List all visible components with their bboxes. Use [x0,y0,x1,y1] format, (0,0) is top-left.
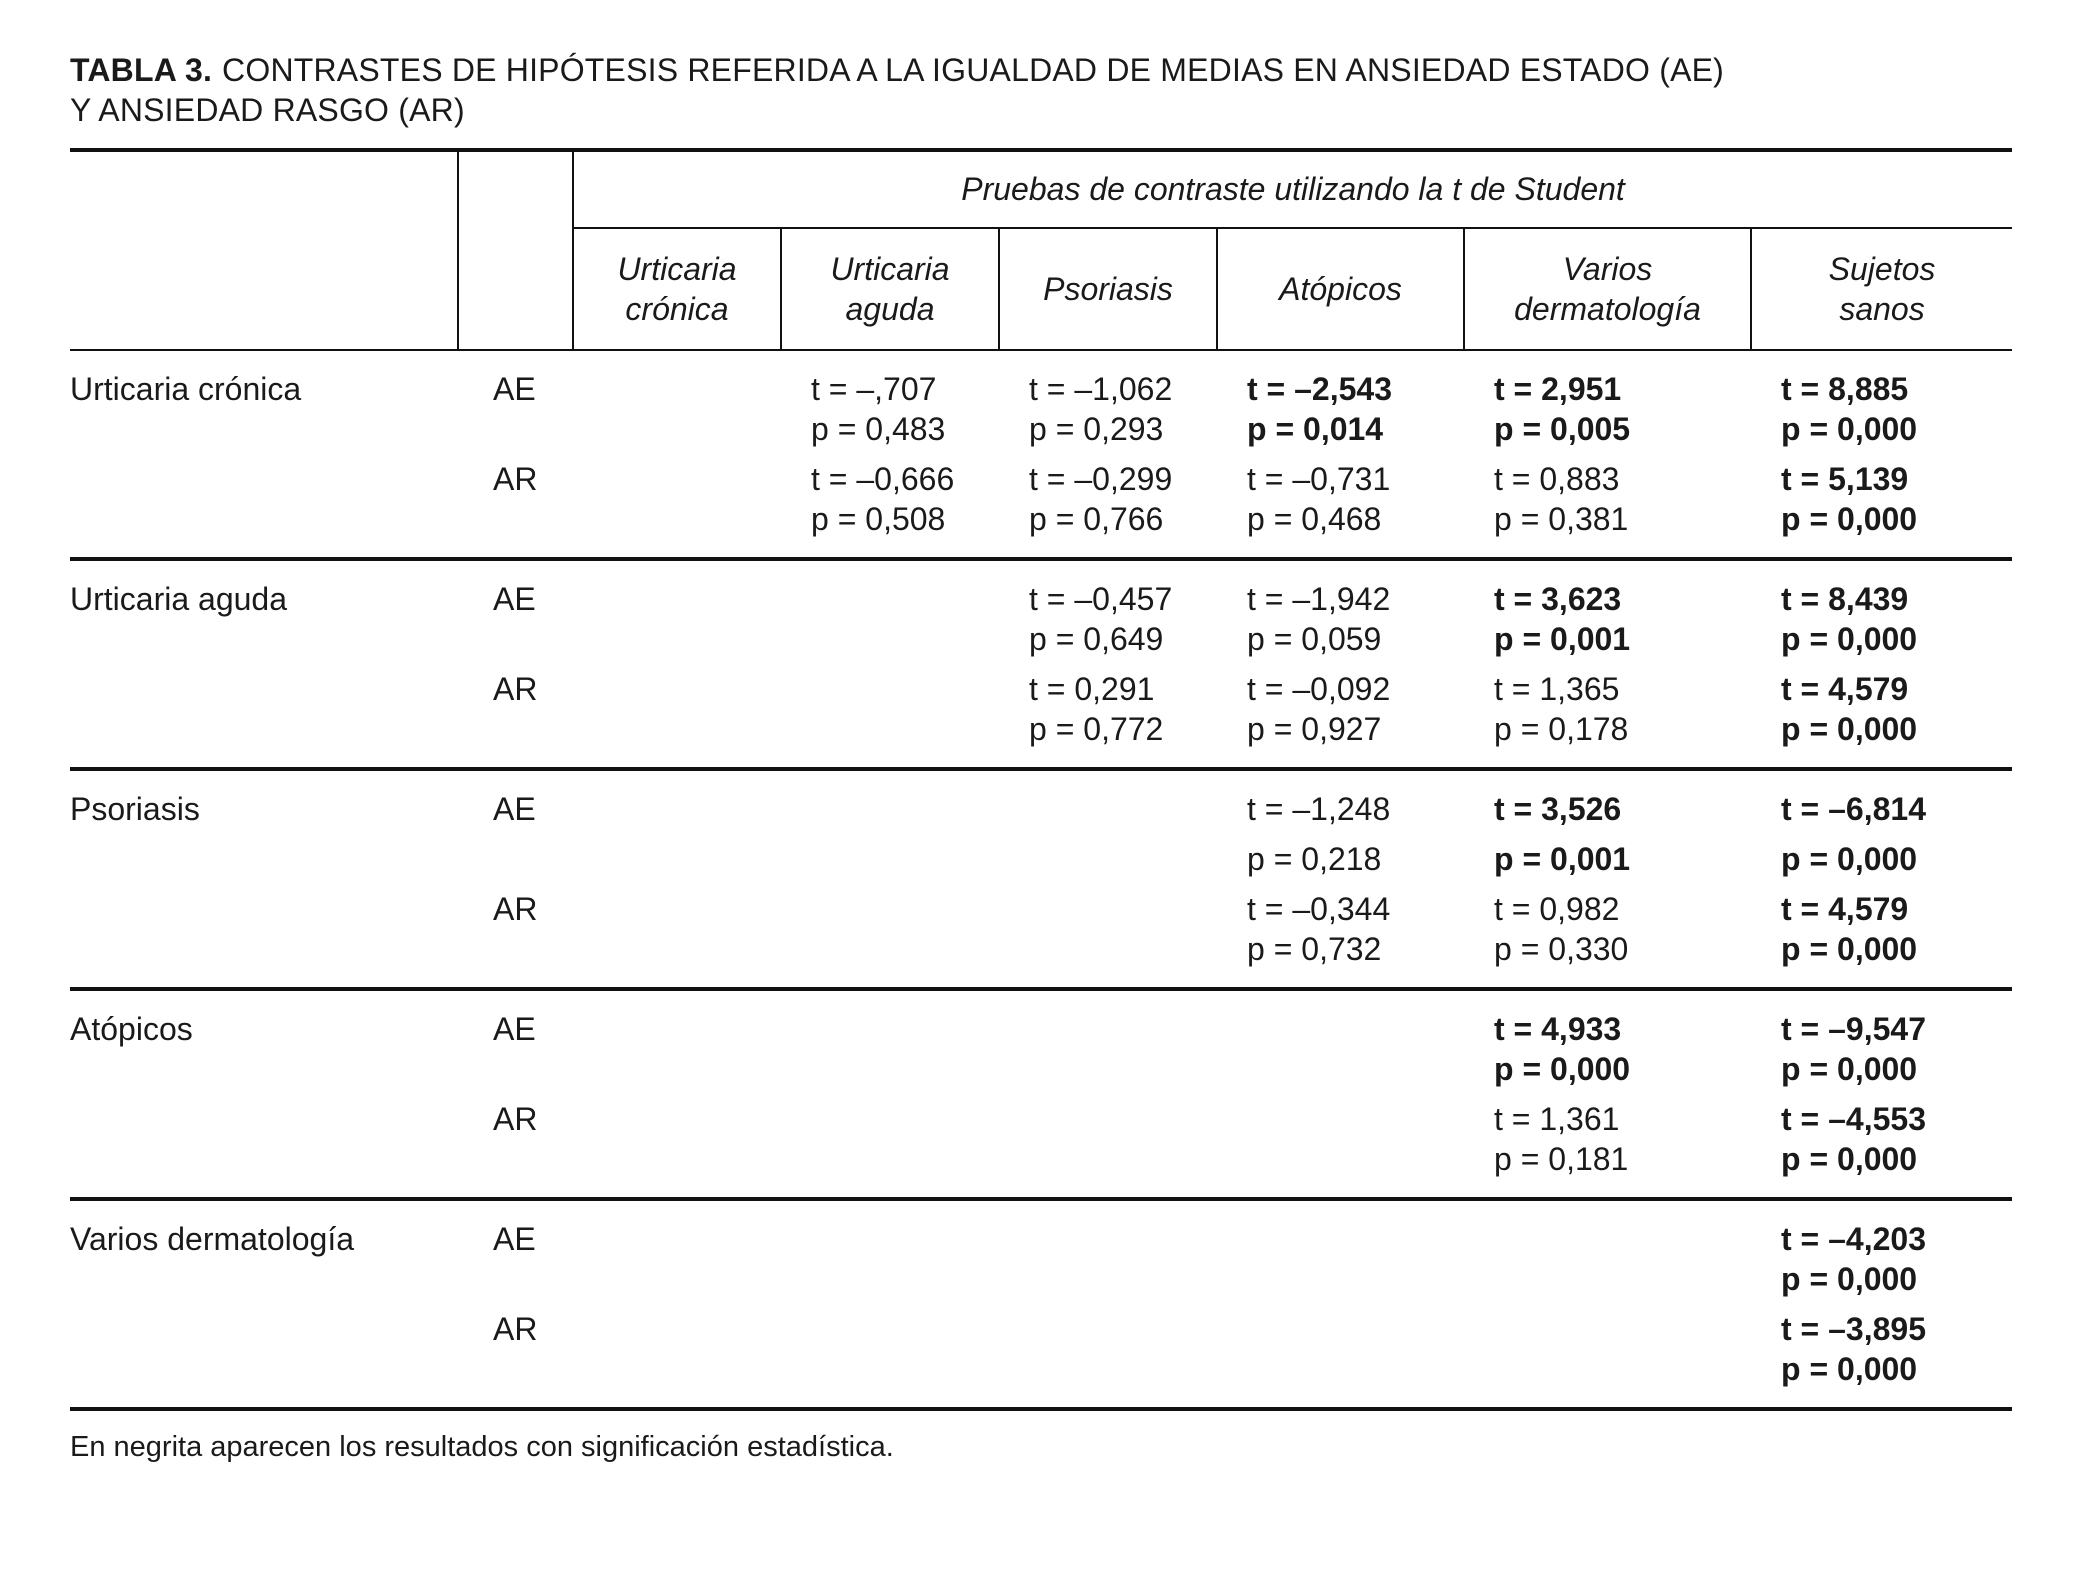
stat-cell [999,989,1217,1089]
row-group-label: Psoriasis [70,791,200,827]
stat-cell [1464,829,1751,879]
header-blank-measure [458,150,573,350]
stat-p-value: p = 0,000 [1781,411,1918,447]
stat-cell [999,449,1217,559]
table-body [70,350,2012,1409]
stat-p-value: p = 0,508 [811,501,946,537]
results-table [70,148,2012,1411]
stat-p-value: p = 0,001 [1494,621,1631,657]
stat-cell [999,1299,1217,1409]
stat-p-value: p = 0,000 [1781,711,1918,747]
stat-t-value: t = –0,666 [811,461,955,497]
column-header-line: Atópicos [1279,271,1402,307]
caption-tag: TABLA 3. [70,52,213,88]
stat-cell [573,989,781,1089]
stat-cell [1751,659,2012,769]
stat-p-value: p = 0,468 [1247,501,1382,537]
row-group-label: Urticaria crónica [70,371,302,407]
stat-p-value: p = 0,014 [1247,411,1384,447]
stat-t-value: t = 8,885 [1781,371,1909,407]
stat-cell [1751,350,2012,449]
stat-cell [1751,879,2012,989]
stat-cell [1217,449,1464,559]
stat-cell [781,1199,999,1299]
stat-t-value: t = –1,062 [1029,371,1173,407]
stat-t-value: t = –6,814 [1781,791,1926,827]
row-group-label: Urticaria aguda [70,581,287,617]
stat-p-value: p = 0,483 [811,411,946,447]
table-row [70,879,2012,989]
stat-p-value: p = 0,000 [1781,501,1918,537]
column-header-line: Varios [1562,251,1653,287]
column-header-atopicos [1217,228,1464,350]
table-row [70,1299,2012,1409]
table-row [70,769,2012,829]
stat-cell [781,829,999,879]
table-row [70,829,2012,879]
stat-t-value: t = 4,579 [1781,671,1909,707]
table-row [70,449,2012,559]
stat-cell [1464,1089,1751,1199]
stat-p-value: p = 0,181 [1494,1141,1629,1177]
stat-cell [999,1199,1217,1299]
stat-cell [573,879,781,989]
row-measure-label: AR [458,659,573,769]
stat-cell [1751,1089,2012,1199]
stat-cell [1751,989,2012,1089]
stat-cell [573,659,781,769]
stat-cell [781,449,999,559]
stat-cell [1464,769,1751,829]
stat-p-value: p = 0,293 [1029,411,1164,447]
header-blank-group [70,150,458,350]
stat-cell [1751,559,2012,659]
stat-cell [1217,879,1464,989]
column-header-line: aguda [845,291,935,327]
stat-cell [1751,829,2012,879]
stat-cell [1217,829,1464,879]
row-group-label: Varios dermatología [70,1221,354,1257]
stat-t-value: t = 8,439 [1781,581,1909,617]
column-header-line: crónica [625,291,729,327]
row-measure-label: AR [458,1089,573,1199]
stat-cell [781,559,999,659]
stat-cell [1217,769,1464,829]
stat-p-value: p = 0,772 [1029,711,1164,747]
row-group-label: Atópicos [70,1011,193,1047]
stat-cell [1217,350,1464,449]
stat-p-value: p = 0,330 [1494,931,1629,967]
stat-cell [781,989,999,1089]
stat-cell [1464,350,1751,449]
stat-t-value: t = –0,092 [1247,671,1391,707]
table-caption [70,50,2012,130]
stat-p-value: p = 0,732 [1247,931,1382,967]
row-group-spacer [70,659,458,769]
stat-t-value: t = –0,299 [1029,461,1173,497]
stat-t-value: t = 1,365 [1494,671,1620,707]
stat-cell [999,559,1217,659]
column-header-sujetos-sanos [1751,228,2012,350]
table-row [70,1089,2012,1199]
stat-t-value: t = 4,579 [1781,891,1909,927]
stat-p-value: p = 0,927 [1247,711,1382,747]
stat-cell [573,829,781,879]
stat-cell [573,449,781,559]
stat-t-value: t = –1,942 [1247,581,1391,617]
stat-t-value: t = 3,623 [1494,581,1622,617]
stat-t-value: t = 0,291 [1029,671,1155,707]
stat-cell [1751,1199,2012,1299]
stat-p-value: p = 0,766 [1029,501,1164,537]
stat-cell [999,879,1217,989]
row-group-spacer [70,879,458,989]
stat-t-value: t = –9,547 [1781,1011,1926,1047]
stat-cell [999,1089,1217,1199]
stat-cell [1464,879,1751,989]
row-measure-label: AE [493,581,536,617]
row-measure-label: AE [493,791,536,827]
caption-title: CONTRASTES DE HIPÓTESIS REFERIDA A LA IGUALDAD DE MEDIAS EN ANSIEDAD ESTADO (AE) [222,52,1725,88]
stat-p-value: p = 0,000 [1494,1051,1631,1087]
stat-cell [1217,1089,1464,1199]
stat-cell [573,1089,781,1199]
stat-cell [1751,449,2012,559]
stat-t-value: t = 5,139 [1781,461,1909,497]
column-header-line: Urticaria [617,251,737,287]
stat-p-value: p = 0,381 [1494,501,1629,537]
stat-cell [1464,559,1751,659]
stat-cell [573,559,781,659]
caption-line-2: Y ANSIEDAD RASGO (AR) [70,92,465,128]
row-measure-label: AR [458,1299,573,1409]
stat-t-value: t = –,707 [811,371,937,407]
stat-p-value: p = 0,000 [1781,1351,1918,1387]
header-super-title: Pruebas de contraste utilizando la t de Student [573,150,2012,228]
stat-cell [1464,449,1751,559]
column-header-line: sanos [1839,291,1925,327]
row-measure-label: AR [458,449,573,559]
stat-t-value: t = –2,543 [1247,371,1392,407]
stat-p-value: p = 0,000 [1781,621,1918,657]
table-row [70,1199,2012,1299]
stat-t-value: t = 2,951 [1494,371,1622,407]
stat-t-value: t = 4,933 [1494,1011,1622,1047]
stat-t-value: t = 0,883 [1494,461,1620,497]
row-group-spacer [70,1089,458,1199]
stat-cell [1217,1199,1464,1299]
stat-t-value: t = 1,361 [1494,1101,1620,1137]
stat-cell [781,1089,999,1199]
stat-cell [1751,769,2012,829]
row-group-spacer [70,829,458,879]
stat-cell [1217,989,1464,1089]
stat-t-value: t = –4,553 [1781,1101,1926,1137]
stat-t-value: t = –0,731 [1247,461,1391,497]
stat-cell [999,769,1217,829]
row-measure-label [458,829,573,879]
stat-t-value: p = 0,000 [1781,841,1918,877]
stat-p-value: p = 0,000 [1781,1141,1918,1177]
stat-t-value: t = –4,203 [1781,1221,1926,1257]
stat-p-value: p = 0,649 [1029,621,1164,657]
stat-cell [781,1299,999,1409]
table-row [70,989,2012,1089]
column-header-psoriasis [999,228,1217,350]
stat-p-value: p = 0,000 [1781,1261,1918,1297]
stat-t-value: t = 3,526 [1494,791,1622,827]
stat-cell [573,1299,781,1409]
stat-cell [1464,1299,1751,1409]
caption-line-1 [70,50,2012,90]
stat-t-value: t = 0,982 [1494,891,1620,927]
stat-cell [1464,1199,1751,1299]
column-header-line: Urticaria [830,251,950,287]
stat-cell [781,659,999,769]
stat-cell [781,350,999,449]
stat-t-value: t = –3,895 [1781,1311,1926,1347]
table-row [70,659,2012,769]
stat-cell [1464,659,1751,769]
row-measure-label: AE [493,1221,536,1257]
stat-cell [573,1199,781,1299]
row-measure-label: AR [458,879,573,989]
table-row [70,559,2012,659]
stat-cell [999,350,1217,449]
column-header-line: Sujetos [1828,251,1936,287]
row-group-spacer [70,449,458,559]
stat-t-value: t = –0,344 [1247,891,1391,927]
stat-cell [1217,659,1464,769]
column-header-urticaria-aguda [781,228,999,350]
stat-t-value: p = 0,218 [1247,841,1382,877]
stat-cell [1217,1299,1464,1409]
column-header-line: dermatología [1514,291,1701,327]
stat-p-value: p = 0,178 [1494,711,1629,747]
row-measure-label: AE [493,1011,536,1047]
stat-cell [1217,559,1464,659]
column-header-line: Psoriasis [1043,271,1173,307]
column-header-urticaria-cronica [573,228,781,350]
stat-cell [1751,1299,2012,1409]
stat-cell [999,829,1217,879]
stat-t-value: p = 0,001 [1494,841,1631,877]
stat-cell [999,659,1217,769]
table-figure [70,50,2012,1467]
table-row [70,350,2012,449]
stat-cell [573,350,781,449]
table-footnote: En negrita aparecen los resultados con significación estadística. [70,1431,894,1463]
stat-t-value: t = –0,457 [1029,581,1173,617]
stat-p-value: p = 0,005 [1494,411,1631,447]
stat-cell [1464,989,1751,1089]
row-measure-label: AE [493,371,536,407]
stat-cell [781,879,999,989]
stat-p-value: p = 0,059 [1247,621,1382,657]
stat-p-value: p = 0,000 [1781,1051,1918,1087]
row-group-spacer [70,1299,458,1409]
stat-t-value: t = –1,248 [1247,791,1391,827]
stat-cell [573,769,781,829]
header-super-row [70,150,2012,228]
stat-p-value: p = 0,000 [1781,931,1918,967]
stat-cell [781,769,999,829]
column-header-varios-dermatologia [1464,228,1751,350]
